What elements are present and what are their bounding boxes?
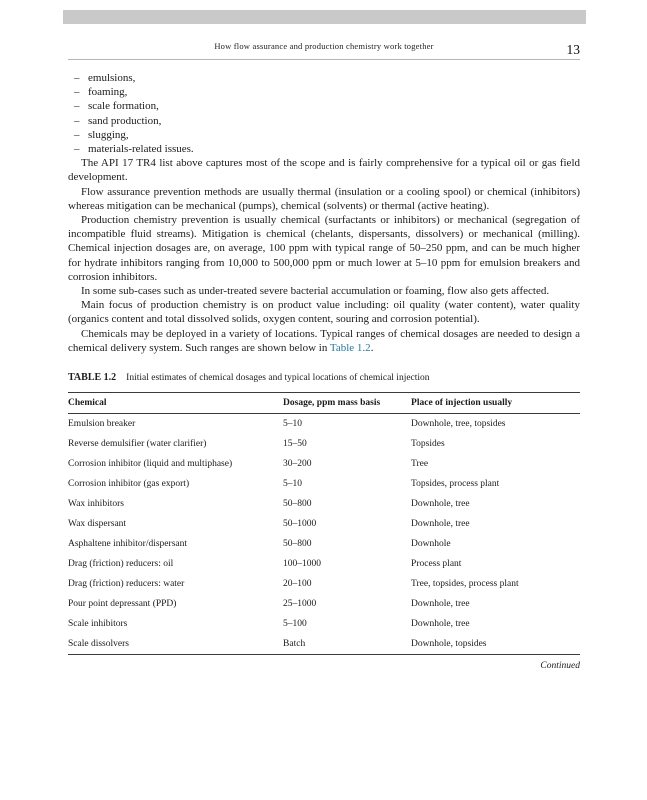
list-item bbox=[68, 142, 580, 156]
table-cell: Downhole, tree bbox=[411, 619, 470, 630]
table-cell: Pour point depressant (PPD) bbox=[68, 599, 177, 610]
table-row bbox=[68, 514, 580, 534]
table-cell: Reverse demulsifier (water clarifier) bbox=[68, 439, 207, 450]
paragraph: Main focus of production chemistry is on product value including: oil quality (water content), water quality (organics content and total dissolved solids, oxygen content, souring and corrosion potential). bbox=[68, 299, 580, 326]
table-row bbox=[68, 554, 580, 574]
paragraph bbox=[68, 327, 580, 355]
running-head-row bbox=[68, 36, 580, 60]
list-item-text: slugging, bbox=[88, 128, 129, 141]
table-cell: Downhole, tree, topsides bbox=[411, 419, 506, 430]
table-cell: 100–1000 bbox=[283, 559, 322, 570]
paragraph: Production chemistry prevention is usually chemical (surfactants or inhibitors) or mechanical (segregation of incompatible fluid streams). Mitigation is chemical (chelants, dispersants, dissolvers) or mechanical (milling). Chemical injection dosages are, on average, 100 ppm with typical range of 50–250 ppm, and can be much higher for hydrate inhibitors ranging from 10,000 to 500,000 ppm or much lower at 5–10 ppm for emulsion breakers and corrosion inhibitors. bbox=[68, 214, 580, 283]
table-cell: Wax dispersant bbox=[68, 519, 127, 530]
table-cell: Corrosion inhibitor (gas export) bbox=[68, 479, 190, 490]
list-item-text: foaming, bbox=[88, 86, 128, 99]
table-cell: Tree, topsides, process plant bbox=[411, 579, 519, 590]
dash-list bbox=[68, 71, 580, 156]
list-item-text: sand production, bbox=[88, 114, 162, 127]
table-cell: Tree bbox=[411, 459, 429, 470]
table-cell: 30–200 bbox=[283, 459, 312, 470]
table-1-2-link[interactable]: Table 1.2 bbox=[329, 341, 371, 354]
table-row bbox=[68, 574, 580, 594]
table-cell: Downhole, tree bbox=[411, 519, 470, 530]
table-row bbox=[68, 474, 580, 494]
table-label: TABLE 1.2 bbox=[68, 372, 117, 384]
table-cell: Topsides bbox=[411, 439, 445, 450]
table-cell: 15–50 bbox=[283, 439, 307, 450]
body-text bbox=[68, 156, 580, 355]
list-item bbox=[68, 114, 580, 128]
table-cell: Downhole, topsides bbox=[411, 634, 580, 655]
table-row bbox=[68, 614, 580, 634]
list-item bbox=[68, 85, 580, 99]
table-cell: 5–10 bbox=[283, 479, 303, 490]
table-cell: Wax inhibitors bbox=[68, 499, 124, 510]
table-row bbox=[68, 434, 580, 454]
page-number: 13 bbox=[566, 42, 580, 57]
list-item-text: materials-related issues. bbox=[88, 143, 194, 156]
table-cell: 50–800 bbox=[283, 539, 312, 550]
page-content bbox=[68, 36, 580, 671]
paragraph-text: . bbox=[370, 341, 374, 354]
list-item bbox=[68, 99, 580, 113]
dash-marker: – bbox=[74, 72, 80, 84]
table-row bbox=[68, 414, 580, 435]
table-row bbox=[68, 454, 580, 474]
table-cell: 5–100 bbox=[283, 619, 307, 630]
table-row bbox=[68, 494, 580, 514]
table-cell: Downhole bbox=[411, 539, 451, 550]
dash-marker: – bbox=[74, 143, 80, 156]
list-item bbox=[68, 128, 580, 142]
table-cell: Batch bbox=[283, 634, 411, 655]
paragraph: The API 17 TR4 list above captures most of the scope and is fairly comprehensive for a typical oil or gas field development. bbox=[68, 157, 580, 184]
list-item bbox=[68, 71, 580, 85]
table-body bbox=[68, 414, 580, 655]
paragraph: In some sub-cases such as under-treated severe bacterial accumulation or foaming, flow also gets affected. bbox=[81, 285, 550, 298]
column-header: Dosage, ppm mass basis bbox=[283, 393, 411, 414]
table-cell: Drag (friction) reducers: oil bbox=[68, 559, 174, 570]
paragraph: Flow assurance prevention methods are usually thermal (insulation or a cooling spool) or chemical (inhibitors) whereas mitigation can be mechanical (pumps), chemical (solvents) or thermal (active heating). bbox=[68, 185, 580, 212]
table-cell: Scale dissolvers bbox=[68, 634, 283, 655]
continued-note: Continued bbox=[540, 661, 580, 672]
running-head: How flow assurance and production chemistry work together bbox=[214, 41, 434, 51]
paragraph-text: Chemicals may be deployed in a variety of locations. Typical ranges of chemical dosages are needed to design a chemical delivery system. Such ranges are shown below in bbox=[68, 327, 580, 354]
dash-marker: – bbox=[74, 86, 80, 99]
table-block bbox=[68, 372, 580, 671]
chemical-dosage-table bbox=[68, 392, 580, 655]
table-header bbox=[68, 393, 580, 414]
table-cell: Drag (friction) reducers: water bbox=[68, 579, 185, 590]
viewer-top-bar bbox=[63, 10, 586, 24]
table-cell: 5–10 bbox=[283, 419, 303, 430]
table-row bbox=[68, 634, 580, 655]
table-header-row bbox=[68, 393, 580, 414]
table-cell: 50–1000 bbox=[283, 519, 317, 530]
table-cell: Topsides, process plant bbox=[411, 479, 500, 490]
dash-marker: – bbox=[74, 100, 80, 113]
dash-marker: – bbox=[74, 128, 80, 141]
table-cell: Asphaltene inhibitor/dispersant bbox=[68, 539, 187, 550]
column-header: Chemical bbox=[68, 393, 283, 414]
table-cell: 25–1000 bbox=[283, 599, 317, 610]
table-cell: Downhole, tree bbox=[411, 499, 470, 510]
table-row bbox=[68, 534, 580, 554]
list-item-text: scale formation, bbox=[88, 100, 159, 113]
table-cell: Downhole, tree bbox=[411, 599, 470, 610]
list-item-text: emulsions, bbox=[88, 72, 136, 84]
table-cell: 20–100 bbox=[283, 579, 312, 590]
table-cell: Emulsion breaker bbox=[68, 419, 136, 430]
table-cell: 50–800 bbox=[283, 499, 312, 510]
column-header: Place of injection usually bbox=[411, 393, 580, 414]
table-cell: Corrosion inhibitor (liquid and multiphase) bbox=[68, 459, 233, 470]
table-caption-row bbox=[68, 372, 580, 383]
table-caption: Initial estimates of chemical dosages and typical locations of chemical injection bbox=[126, 373, 430, 384]
table-cell: Process plant bbox=[411, 559, 462, 570]
dash-marker: – bbox=[74, 114, 80, 127]
table-row bbox=[68, 594, 580, 614]
table-cell: Scale inhibitors bbox=[68, 619, 128, 630]
